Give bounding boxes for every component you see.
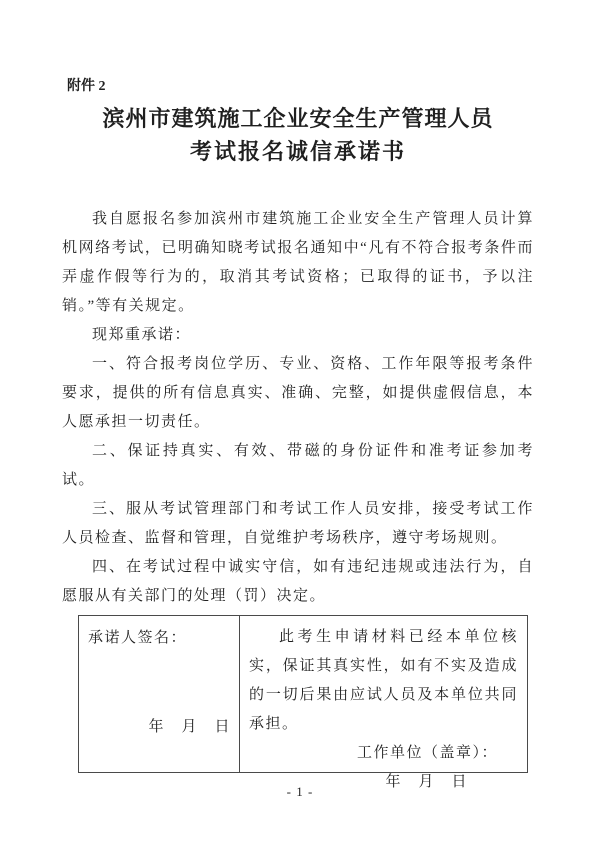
unit-date-line: 年 月 日 — [385, 774, 468, 790]
document-title — [62, 102, 534, 168]
signer-date-line: 年 月 日 — [148, 719, 231, 735]
body-paragraph-pledge-heading: 现郑重承诺： — [92, 327, 192, 343]
body-paragraph-item-4: 四、在考试过程中诚实守信，如有违纪违规或违法行为，自愿服从有关部门的处理（罚）决定。 — [62, 559, 534, 604]
title-line-1: 滨州市建筑施工企业安全生产管理人员 — [102, 106, 494, 131]
body-paragraph-item-1: 一、符合报考岗位学历、专业、资格、工作年限等报考条件要求，提供的所有信息真实、准确、完整，如提供虚假信息，本人愿承担一切责任。 — [62, 356, 534, 430]
commitment-table — [78, 615, 528, 790]
signer-cell — [79, 616, 240, 772]
unit-verification-statement: 此考生申请材料已经本单位核实，保证其真实性，如有不实及造成的一切后果由应试人员及本单位共同承担。 — [249, 629, 518, 732]
body-paragraph-item-2: 二、保证持真实、有效、带磁的身份证件和准考证参加考试。 — [62, 443, 534, 488]
page-number: - 1 - — [286, 784, 314, 799]
signer-signature-label: 承诺人签名： — [88, 630, 188, 646]
attachment-label: 附件 2 — [67, 79, 106, 94]
document-body — [62, 205, 534, 611]
unit-seal-label: 工作单位（盖章）： — [356, 745, 498, 761]
title-line-2: 考试报名诚信承诺书 — [189, 139, 406, 164]
body-paragraph-item-3: 三、服从考试管理部门和考试工作人员安排，接受考试工作人员检查、监督和管理，自觉维护考场秩序，遵守考场规则。 — [62, 501, 534, 546]
unit-cell — [240, 616, 527, 790]
body-paragraph-intro: 我自愿报名参加滨州市建筑施工企业安全生产管理人员计算机网络考试，已明确知晓考试报名通知中“凡有不符合报考条件而弄虚作假等行为的，取消其考试资格；已取得的证书，予以注销。”等有关规定。 — [62, 211, 534, 314]
